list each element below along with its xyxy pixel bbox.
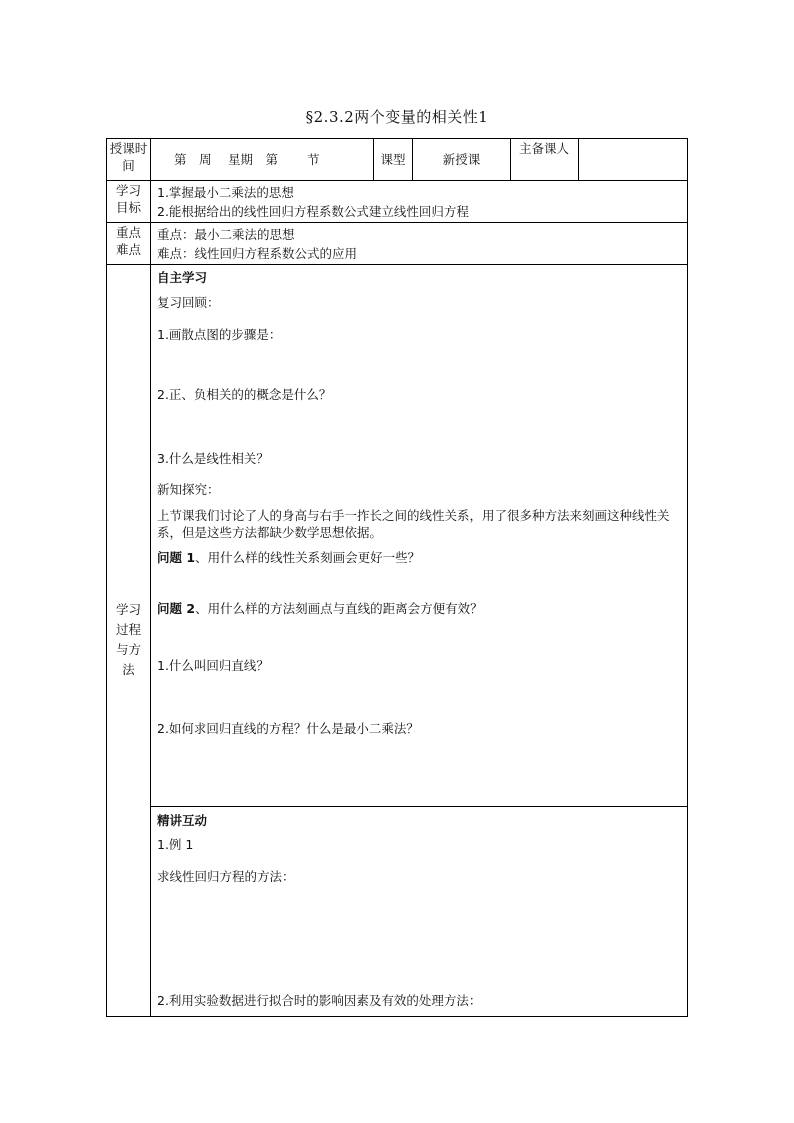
lead-label: 主备课人 [518,141,569,156]
problem-2 [157,600,483,617]
process-label: 学习过程与方法 [115,602,141,677]
problem-1 [157,549,420,566]
goal-item: 1.掌握最小二乘法的思想 [157,185,294,200]
problem-1-text: 、用什么样的线性关系刻画会更好一些？ [195,550,421,565]
question-3: 3.什么是线性相关？ [157,451,269,466]
problem-2-question-2: 2.如何求回归直线的方程？什么是最小二乘法？ [157,721,419,736]
focus-item: 难点：线性回归方程系数公式的应用 [157,246,358,261]
problem-2-prefix: 问题 2 [157,601,196,616]
intro-paragraph: 上节课我们讨论了人的身高与右手一拃长之间的线性关系，用了很多种方法来刻画这种线性关系，但是这些方法都缺少数学思想依据。 [157,508,670,540]
interaction-item-2: 2.利用实验数据进行拟合时的影响因素及有效的处理方法： [157,993,482,1008]
page-title: §2.3.2两个变量的相关性1 [305,108,489,126]
question-1: 1.画散点图的步骤是： [157,327,282,342]
method-label: 求线性回归方程的方法： [157,869,295,884]
type-label: 课型 [380,152,406,167]
focus-label: 重点难点 [115,225,141,257]
problem-2-text: 、用什么样的方法刻画点与直线的距离会方便有效？ [195,601,483,616]
time-fields: 第 周 星期 第 节 [174,152,320,167]
type-value: 新授课 [442,152,481,167]
review-label: 复习回顾： [157,295,220,310]
explore-label: 新知探究： [157,482,220,497]
goals-label: 学习目标 [115,183,141,215]
problem-1-prefix: 问题 1 [157,550,196,565]
example-1: 1.例 1 [157,837,194,852]
self-study-heading: 自主学习 [157,270,208,285]
problem-2-question-1: 1.什么叫回归直线？ [157,658,269,673]
time-label: 授课时间 [109,141,148,173]
focus-item: 重点：最小二乘法的思想 [157,227,295,242]
goal-item: 2.能根据给出的线性回归方程系数公式建立线性回归方程 [157,204,469,219]
question-2: 2.正、负相关的的概念是什么？ [157,387,332,402]
interaction-heading: 精讲互动 [157,813,208,828]
